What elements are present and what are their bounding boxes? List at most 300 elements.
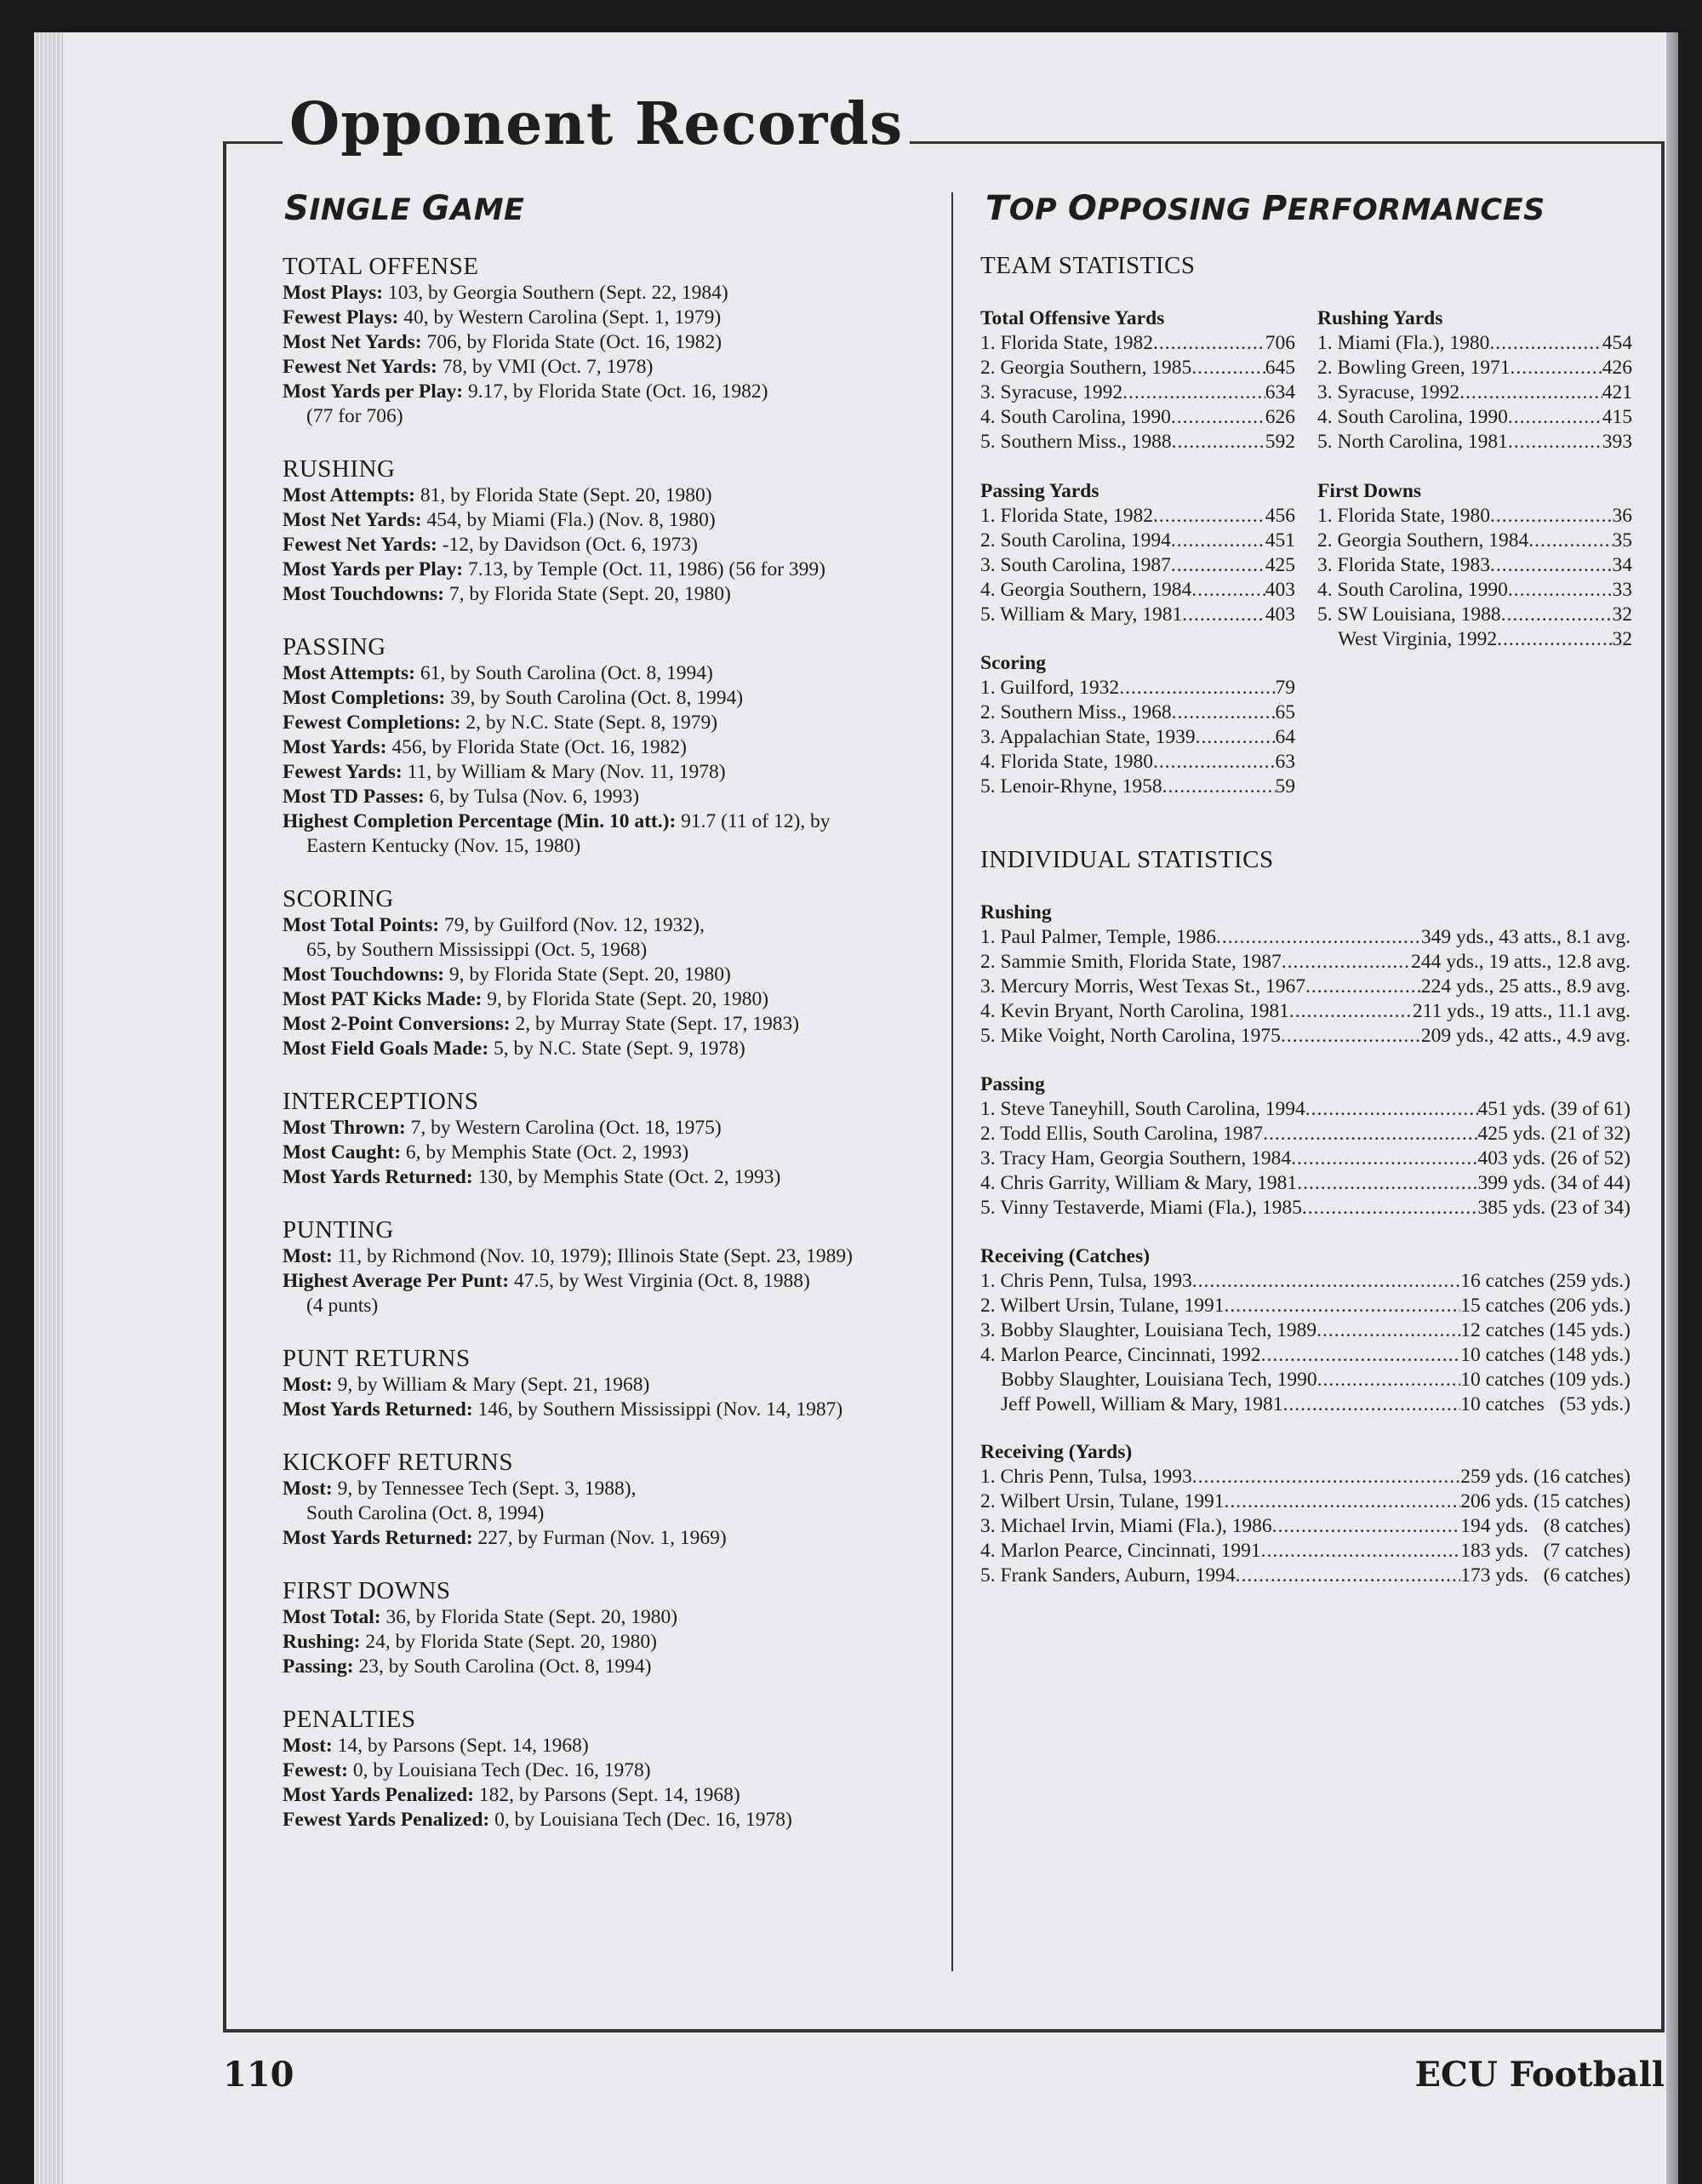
- record-label: Fewest:: [283, 1759, 348, 1781]
- record-text: 182, by Parsons (Sept. 14, 1968): [473, 1784, 740, 1806]
- table-row: [980, 553, 1295, 578]
- record-line: [283, 306, 929, 330]
- dot-leader: [1291, 1146, 1477, 1171]
- category-block: [283, 1576, 929, 1679]
- row-label: 4. Chris Garrity, William & Mary, 1981: [980, 1172, 1298, 1194]
- row-value: 244 yds., 19 atts., 12.8 avg.: [1411, 951, 1631, 973]
- category-block: [283, 1215, 929, 1318]
- record-label: Most Thrown:: [283, 1117, 406, 1139]
- row-value: 63: [1275, 751, 1295, 773]
- row-value: 385 yds. (23 of 34): [1477, 1197, 1631, 1219]
- row-value: 399 yds. (34 of 44): [1477, 1172, 1631, 1194]
- row-label: 3. Appalachian State, 1939: [980, 726, 1196, 748]
- table-row: [980, 1294, 1631, 1318]
- row-label: 3. South Carolina, 1987: [980, 554, 1171, 576]
- record-label: Most Attempts:: [283, 484, 415, 506]
- dot-leader: [1282, 950, 1411, 975]
- row-label: 1. Chris Penn, Tulsa, 1993: [980, 1270, 1192, 1292]
- table-row: [980, 775, 1295, 799]
- record-label: Most Yards per Play:: [283, 558, 464, 580]
- table-row: [1317, 553, 1632, 578]
- row-value: 645: [1265, 357, 1295, 379]
- row-label: 2. Georgia Southern, 1985: [980, 357, 1192, 379]
- record-label: Most TD Passes:: [283, 786, 425, 808]
- individual-rushing-table: [980, 900, 1631, 1049]
- column-divider: [951, 192, 953, 1971]
- record-text: 36, by Florida State (Sept. 20, 1980): [380, 1606, 678, 1628]
- row-label: Bobby Slaughter, Louisiana Tech, 1990: [1001, 1369, 1317, 1391]
- dot-leader: [1501, 603, 1613, 627]
- dot-leader: [1122, 380, 1265, 405]
- category-heading: KICKOFF RETURNS: [283, 1449, 513, 1476]
- record-line: [283, 1758, 929, 1783]
- frame-bottom: [223, 2029, 1665, 2032]
- record-line: [283, 1526, 929, 1551]
- dot-leader: [1225, 1294, 1461, 1318]
- record-text: 6, by Tulsa (Nov. 6, 1993): [424, 786, 640, 808]
- record-text: 103, by Georgia Southern (Sept. 22, 1984): [383, 282, 728, 304]
- dot-leader: [1489, 331, 1602, 356]
- record-text: 9, by William & Mary (Sept. 21, 1968): [332, 1374, 650, 1396]
- record-label: Most:: [283, 1735, 333, 1757]
- record-label: Most Yards Returned:: [283, 1527, 473, 1549]
- row-label: 1. Florida State, 1982: [980, 505, 1153, 527]
- row-label: 1. Florida State, 1980: [1317, 505, 1490, 527]
- table-row: [980, 925, 1631, 950]
- row-label: 3. Syracuse, 1992: [1317, 381, 1460, 403]
- dot-leader: [1497, 627, 1612, 652]
- record-text: South Carolina (Oct. 8, 1994): [306, 1502, 545, 1524]
- row-value: 592: [1265, 431, 1295, 453]
- record-line: [283, 785, 929, 809]
- table-row: [1317, 603, 1632, 627]
- record-line: [283, 735, 929, 760]
- row-label: 4. South Carolina, 1990: [1317, 579, 1508, 601]
- record-label: Most Caught:: [283, 1141, 402, 1163]
- table-row: [980, 1392, 1631, 1417]
- record-text: 7.13, by Temple (Oct. 11, 1986) (56 for 399): [463, 558, 825, 580]
- record-label: Most Attempts:: [283, 662, 415, 684]
- record-line: [283, 1734, 929, 1758]
- row-value: 349 yds., 43 atts., 8.1 avg.: [1420, 926, 1631, 948]
- table-row: [980, 700, 1295, 725]
- table-row: [980, 1024, 1631, 1049]
- table-row: [1317, 331, 1632, 356]
- table-title: Passing: [980, 1073, 1045, 1095]
- table-row: [1317, 430, 1632, 455]
- record-label: Fewest Yards:: [283, 761, 403, 783]
- record-label: Most Touchdowns:: [283, 963, 445, 986]
- record-label: Fewest Yards Penalized:: [283, 1809, 490, 1831]
- record-text: 2, by N.C. State (Sept. 8, 1979): [460, 712, 718, 734]
- row-label: 4. Florida State, 1980: [980, 751, 1153, 773]
- table-title: Rushing Yards: [1317, 307, 1443, 329]
- table-title: Scoring: [980, 652, 1047, 674]
- frame-right: [1661, 141, 1665, 2032]
- row-label: 5. North Carolina, 1981: [1317, 431, 1508, 453]
- row-value: 65: [1275, 701, 1295, 723]
- record-text: -12, by Davidson (Oct. 6, 1973): [437, 534, 698, 556]
- row-label: 3. Bobby Slaughter, Louisiana Tech, 1989: [980, 1319, 1317, 1341]
- row-value: 59: [1275, 775, 1295, 798]
- dot-leader: [1153, 750, 1276, 775]
- record-text: 706, by Florida State (Oct. 16, 1982): [421, 331, 722, 353]
- record-text: 23, by South Carolina (Oct. 8, 1994): [353, 1655, 652, 1678]
- row-value: 32: [1612, 603, 1632, 626]
- dot-leader: [1153, 331, 1265, 356]
- dot-leader: [1317, 1368, 1461, 1392]
- record-line: [283, 557, 929, 582]
- row-label: West Virginia, 1992: [1338, 628, 1498, 650]
- record-text: 130, by Memphis State (Oct. 2, 1993): [472, 1166, 781, 1188]
- row-value: 451 yds. (39 of 61): [1477, 1098, 1631, 1120]
- passing-yards-table: [980, 479, 1295, 627]
- record-line: [283, 987, 929, 1012]
- table-row: [980, 1196, 1631, 1221]
- record-line: [283, 1294, 929, 1318]
- table-row: [980, 529, 1295, 553]
- record-line: [283, 1630, 929, 1655]
- category-block: [283, 252, 929, 429]
- table-row: [980, 405, 1295, 430]
- record-line: [283, 1605, 929, 1630]
- record-text: (77 for 706): [306, 405, 403, 427]
- dot-leader: [1236, 1564, 1461, 1588]
- record-text: 79, by Guilford (Nov. 12, 1932),: [439, 914, 705, 936]
- row-label: 5. Mike Voight, North Carolina, 1975: [980, 1025, 1281, 1047]
- table-row: [980, 1097, 1631, 1122]
- table-row: [980, 356, 1295, 380]
- first-downs-table: [1317, 479, 1632, 652]
- single-game-records: [283, 252, 929, 1858]
- record-text: 456, by Florida State (Oct. 16, 1982): [386, 736, 687, 758]
- record-line: [283, 1141, 929, 1165]
- rushing-yards-table: [1317, 306, 1632, 455]
- row-label: 1. Paul Palmer, Temple, 1986: [980, 926, 1216, 948]
- row-value: 259 yds. (16 catches): [1460, 1466, 1631, 1488]
- row-value: 16 catches (259 yds.): [1460, 1270, 1631, 1292]
- dot-leader: [1302, 1196, 1478, 1221]
- row-value: 194 yds. (8 catches): [1460, 1515, 1631, 1537]
- dot-leader: [1305, 975, 1421, 999]
- category-heading: FIRST DOWNS: [283, 1577, 451, 1604]
- category-block: [283, 455, 929, 607]
- table-title: Total Offensive Yards: [980, 307, 1165, 329]
- category-heading: PUNTING: [283, 1216, 394, 1244]
- record-line: [283, 686, 929, 711]
- record-label: Highest Completion Percentage (Min. 10 att.):: [283, 810, 677, 832]
- row-label: 3. Syracuse, 1992: [980, 381, 1123, 403]
- dot-leader: [1297, 1171, 1477, 1196]
- row-value: 393: [1602, 431, 1632, 453]
- row-value: 173 yds. (6 catches): [1460, 1564, 1631, 1587]
- record-line: [283, 760, 929, 785]
- row-label: 5. SW Louisiana, 1988: [1317, 603, 1501, 626]
- category-heading: PUNT RETURNS: [283, 1345, 471, 1372]
- dot-leader: [1459, 380, 1602, 405]
- record-line: [283, 1501, 929, 1526]
- record-label: Most:: [283, 1478, 333, 1500]
- record-line: [283, 711, 929, 735]
- individual-passing-table: [980, 1072, 1631, 1221]
- category-block: [283, 884, 929, 1061]
- record-label: Most PAT Kicks Made:: [283, 988, 483, 1010]
- row-label: Jeff Powell, William & Mary, 1981: [1001, 1393, 1283, 1415]
- table-row: [980, 1465, 1631, 1489]
- record-text: 7, by Florida State (Sept. 20, 1980): [444, 583, 731, 605]
- page-edges: [34, 32, 63, 2184]
- record-label: Fewest Net Yards:: [283, 356, 437, 378]
- row-value: 33: [1612, 579, 1632, 601]
- record-line: [283, 380, 929, 404]
- record-label: Highest Average Per Punt:: [283, 1270, 510, 1292]
- table-row: [1317, 627, 1632, 652]
- table-row: [1317, 356, 1632, 380]
- record-line: [283, 1783, 929, 1808]
- table-row: [1317, 578, 1632, 603]
- row-value: 403: [1265, 603, 1295, 626]
- record-line: [283, 913, 929, 938]
- row-value: 79: [1275, 677, 1295, 699]
- record-label: Most:: [283, 1374, 333, 1396]
- row-value: 10 catches (148 yds.): [1460, 1344, 1631, 1366]
- dot-leader: [1283, 1392, 1461, 1417]
- row-label: 4. Marlon Pearce, Cincinnati, 1992: [980, 1344, 1261, 1366]
- record-text: 2, by Murray State (Sept. 17, 1983): [510, 1013, 800, 1035]
- record-text: 65, by Southern Mississippi (Oct. 5, 1968): [306, 939, 648, 961]
- dot-leader: [1192, 1269, 1461, 1294]
- record-text: 40, by Western Carolina (Sept. 1, 1979): [398, 306, 722, 329]
- row-value: 403: [1265, 579, 1295, 601]
- record-label: Most Completions:: [283, 687, 446, 709]
- record-text: 9.17, by Florida State (Oct. 16, 1982): [463, 380, 768, 403]
- record-label: Passing:: [283, 1655, 354, 1678]
- record-label: Most Touchdowns:: [283, 583, 445, 605]
- dot-leader: [1171, 529, 1265, 553]
- dot-leader: [1162, 775, 1276, 799]
- table-row: [980, 578, 1295, 603]
- single-game-heading: SINGLE GAME: [284, 189, 525, 228]
- dot-leader: [1182, 603, 1265, 627]
- row-value: 34: [1612, 554, 1632, 576]
- row-label: 3. Tracy Ham, Georgia Southern, 1984: [980, 1147, 1292, 1169]
- row-value: 454: [1602, 332, 1632, 354]
- record-label: Most Yards per Play:: [283, 380, 464, 403]
- record-label: Most Total Points:: [283, 914, 440, 936]
- table-row: [980, 1146, 1631, 1171]
- team-statistics-heading: TEAM STATISTICS: [980, 252, 1196, 279]
- row-label: 4. Georgia Southern, 1984: [980, 579, 1192, 601]
- dot-leader: [1225, 1489, 1461, 1514]
- table-row: [980, 1564, 1631, 1588]
- record-text: Eastern Kentucky (Nov. 15, 1980): [306, 835, 581, 857]
- page-number: 110: [223, 2055, 294, 2095]
- record-line: [283, 1165, 929, 1190]
- total-offensive-yards-table: [980, 306, 1295, 455]
- record-line: [283, 1808, 929, 1832]
- row-value: 426: [1602, 357, 1632, 379]
- table-row: [980, 999, 1631, 1024]
- row-label: 5. Lenoir-Rhyne, 1958: [980, 775, 1162, 798]
- book-spine: [1666, 32, 1678, 2184]
- row-label: 2. South Carolina, 1994: [980, 529, 1171, 552]
- table-title: Receiving (Yards): [980, 1441, 1133, 1463]
- table-row: [980, 331, 1295, 356]
- record-text: 0, by Louisiana Tech (Dec. 16, 1978): [347, 1759, 651, 1781]
- record-line: [283, 582, 929, 607]
- dot-leader: [1508, 430, 1602, 455]
- table-row: [980, 603, 1295, 627]
- record-line: [283, 508, 929, 533]
- row-value: 206 yds. (15 catches): [1460, 1490, 1631, 1512]
- table-title: Rushing: [980, 901, 1052, 923]
- row-value: 211 yds., 19 atts., 11.1 avg.: [1412, 1000, 1631, 1022]
- record-line: [283, 938, 929, 963]
- row-label: 2. Bowling Green, 1971: [1317, 357, 1511, 379]
- dot-leader: [1490, 504, 1613, 529]
- record-text: 9, by Tennessee Tech (Sept. 3, 1988),: [332, 1478, 637, 1500]
- record-text: 9, by Florida State (Sept. 20, 1980): [482, 988, 769, 1010]
- record-text: 91.7 (11 of 12), by: [676, 810, 831, 832]
- receiving-catches-table: [980, 1244, 1631, 1417]
- dot-leader: [1192, 1465, 1461, 1489]
- dot-leader: [1172, 700, 1276, 725]
- row-value: 421: [1602, 381, 1632, 403]
- record-text: 7, by Western Carolina (Oct. 18, 1975): [405, 1117, 722, 1139]
- row-label: 2. Southern Miss., 1968: [980, 701, 1172, 723]
- page-title: Opponent Records: [283, 95, 910, 153]
- dot-leader: [1171, 553, 1265, 578]
- row-label: 2. Wilbert Ursin, Tulane, 1991: [980, 1295, 1225, 1317]
- table-row: [980, 750, 1295, 775]
- record-line: [283, 1398, 929, 1422]
- dot-leader: [1263, 1122, 1477, 1146]
- category-block: [283, 1448, 929, 1551]
- record-text: 5, by N.C. State (Sept. 9, 1978): [488, 1038, 745, 1060]
- row-label: 1. Guilford, 1932: [980, 677, 1120, 699]
- record-line: [283, 1655, 929, 1679]
- row-value: 403 yds. (26 of 52): [1477, 1147, 1631, 1169]
- record-line: [283, 1012, 929, 1037]
- row-value: 451: [1265, 529, 1295, 552]
- individual-statistics-heading: INDIVIDUAL STATISTICS: [980, 846, 1274, 873]
- record-line: [283, 1037, 929, 1061]
- category-heading: RUSHING: [283, 455, 396, 483]
- table-row: [980, 1343, 1631, 1368]
- record-text: 11, by Richmond (Nov. 10, 1979); Illinois State (Sept. 23, 1989): [332, 1245, 853, 1267]
- record-label: Fewest Net Yards:: [283, 534, 437, 556]
- row-value: 626: [1265, 406, 1295, 428]
- row-value: 183 yds. (7 catches): [1460, 1540, 1631, 1562]
- table-row: [980, 1269, 1631, 1294]
- category-block: [283, 1705, 929, 1832]
- footer-brand: ECU Football: [1414, 2055, 1665, 2095]
- table-row: [980, 1514, 1631, 1539]
- record-label: Most Net Yards:: [283, 331, 422, 353]
- record-text: 47.5, by West Virginia (Oct. 8, 1988): [509, 1270, 810, 1292]
- receiving-yards-table: [980, 1440, 1631, 1588]
- record-text: 6, by Memphis State (Oct. 2, 1993): [401, 1141, 689, 1163]
- dot-leader: [1171, 405, 1265, 430]
- record-line: [283, 1477, 929, 1501]
- category-heading: SCORING: [283, 885, 394, 912]
- row-value: 64: [1275, 726, 1295, 748]
- record-text: (4 punts): [306, 1295, 379, 1317]
- dot-leader: [1528, 529, 1612, 553]
- row-value: 12 catches (145 yds.): [1460, 1319, 1631, 1341]
- dot-leader: [1272, 1514, 1461, 1539]
- dot-leader: [1191, 356, 1265, 380]
- row-value: 209 yds., 42 atts., 4.9 avg.: [1420, 1025, 1631, 1047]
- record-line: [283, 281, 929, 306]
- table-row: [1317, 504, 1632, 529]
- record-label: Most Yards:: [283, 736, 387, 758]
- row-value: 10 catches (109 yds.): [1460, 1369, 1631, 1391]
- dot-leader: [1511, 356, 1602, 380]
- row-label: 5. Frank Sanders, Auburn, 1994: [980, 1564, 1236, 1587]
- top-performances-heading: TOP OPPOSING PERFORMANCES: [985, 189, 1545, 228]
- dot-leader: [1490, 553, 1613, 578]
- row-label: 5. Vinny Testaverde, Miami (Fla.), 1985: [980, 1197, 1302, 1219]
- row-value: 36: [1612, 505, 1632, 527]
- row-label: 5. Southern Miss., 1988: [980, 431, 1172, 453]
- table-row: [980, 504, 1295, 529]
- record-line: [283, 404, 929, 429]
- row-value: 415: [1602, 406, 1632, 428]
- row-label: 2. Todd Ellis, South Carolina, 1987: [980, 1123, 1264, 1145]
- row-label: 1. Florida State, 1982: [980, 332, 1153, 354]
- row-label: 1. Steve Taneyhill, South Carolina, 1994: [980, 1098, 1305, 1120]
- record-line: [283, 1269, 929, 1294]
- row-value: 456: [1265, 505, 1295, 527]
- row-value: 425 yds. (21 of 32): [1477, 1123, 1631, 1145]
- dot-leader: [1216, 925, 1421, 950]
- dot-leader: [1508, 578, 1613, 603]
- table-row: [980, 1171, 1631, 1196]
- table-row: [980, 975, 1631, 999]
- row-value: 32: [1612, 628, 1632, 650]
- category-heading: INTERCEPTIONS: [283, 1088, 479, 1115]
- table-row: [980, 725, 1295, 750]
- table-row: [1317, 529, 1632, 553]
- record-label: Fewest Completions:: [283, 712, 461, 734]
- record-text: 11, by William & Mary (Nov. 11, 1978): [402, 761, 726, 783]
- record-line: [283, 483, 929, 508]
- category-block: [283, 1344, 929, 1422]
- record-text: 39, by South Carolina (Oct. 8, 1994): [445, 687, 744, 709]
- table-row: [980, 950, 1631, 975]
- dot-leader: [1316, 1318, 1460, 1343]
- record-line: [283, 330, 929, 355]
- record-text: 14, by Parsons (Sept. 14, 1968): [332, 1735, 589, 1757]
- record-text: 0, by Louisiana Tech (Dec. 16, 1978): [489, 1809, 792, 1831]
- record-text: 61, by South Carolina (Oct. 8, 1994): [414, 662, 713, 684]
- record-label: Most Plays:: [283, 282, 384, 304]
- dot-leader: [1508, 405, 1602, 430]
- record-label: Most Net Yards:: [283, 509, 422, 531]
- dot-leader: [1153, 504, 1265, 529]
- record-line: [283, 355, 929, 380]
- record-label: Rushing:: [283, 1631, 361, 1653]
- table-row: [1317, 380, 1632, 405]
- table-row: [980, 676, 1295, 700]
- row-label: 4. Kevin Bryant, North Carolina, 1981: [980, 1000, 1289, 1022]
- record-text: 81, by Florida State (Sept. 20, 1980): [414, 484, 712, 506]
- row-value: 35: [1612, 529, 1632, 552]
- row-label: 1. Chris Penn, Tulsa, 1993: [980, 1466, 1192, 1488]
- record-text: 9, by Florida State (Sept. 20, 1980): [444, 963, 731, 986]
- record-line: [283, 533, 929, 557]
